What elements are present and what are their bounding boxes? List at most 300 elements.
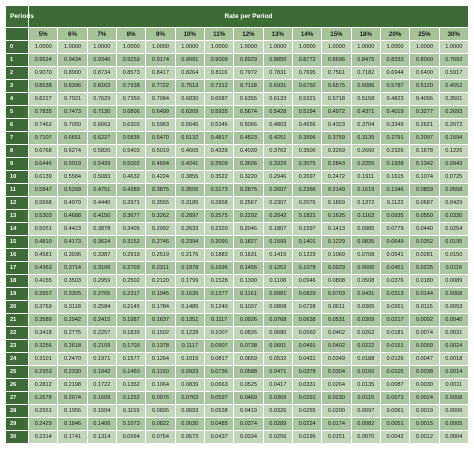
factor-cell: 0.3503 <box>58 275 87 288</box>
factor-cell: 0.0030 <box>410 379 439 392</box>
factor-cell: 0.2429 <box>29 418 58 431</box>
factor-cell: 0.0289 <box>263 418 292 431</box>
period-cell: 18 <box>6 275 29 288</box>
factor-cell: 0.5847 <box>29 184 58 197</box>
factor-cell: 0.0092 <box>410 314 439 327</box>
factor-cell: 0.1869 <box>322 197 351 210</box>
factor-cell: 0.6830 <box>175 93 204 106</box>
factor-cell: 0.0082 <box>351 418 380 431</box>
factor-cell: 0.0053 <box>439 301 468 314</box>
factor-cell: 0.2875 <box>234 184 263 197</box>
factor-cell: 0.8333 <box>380 54 409 67</box>
factor-cell: 0.6400 <box>410 67 439 80</box>
table-row <box>6 431 469 444</box>
period-cell: 5 <box>6 106 29 119</box>
factor-cell: 0.1594 <box>439 132 468 145</box>
table-row <box>6 41 469 54</box>
factor-cell: 0.2076 <box>292 197 321 210</box>
period-cell: 21 <box>6 314 29 327</box>
factor-cell: 0.0895 <box>146 405 175 418</box>
factor-cell: 0.0181 <box>380 327 409 340</box>
factor-cell: 0.1252 <box>263 262 292 275</box>
factor-cell: 0.0304 <box>322 366 351 379</box>
factor-cell: 0.0330 <box>439 210 468 223</box>
factor-cell: 0.4339 <box>204 145 233 158</box>
factor-cell: 0.5346 <box>204 119 233 132</box>
factor-cell: 0.1401 <box>292 236 321 249</box>
factor-cell: 0.1037 <box>234 301 263 314</box>
factor-cell: 0.0573 <box>175 431 204 444</box>
factor-cell: 0.3677 <box>116 210 145 223</box>
period-cell: 15 <box>6 236 29 249</box>
table-row <box>6 80 469 93</box>
factor-cell: 0.8900 <box>58 67 87 80</box>
factor-cell: 0.7350 <box>116 93 145 106</box>
factor-cell: 0.4604 <box>146 158 175 171</box>
period-cell: 19 <box>6 288 29 301</box>
factor-cell: 0.8734 <box>87 67 116 80</box>
factor-cell: 0.2307 <box>263 197 292 210</box>
factor-cell: 0.0180 <box>410 275 439 288</box>
factor-cell: 0.0754 <box>146 431 175 444</box>
factor-cell: 0.0116 <box>439 262 468 275</box>
period-cell: 3 <box>6 80 29 93</box>
factor-cell: 0.3269 <box>322 145 351 158</box>
table-row <box>6 54 469 67</box>
factor-cell: 0.1264 <box>146 353 175 366</box>
factor-cell: 0.1911 <box>351 171 380 184</box>
factor-cell: 0.2775 <box>58 327 87 340</box>
factor-cell: 0.1625 <box>322 210 351 223</box>
factor-cell: 0.0230 <box>322 392 351 405</box>
factor-cell: 0.2255 <box>351 158 380 171</box>
factor-cell: 0.6575 <box>322 80 351 93</box>
factor-cell: 0.2097 <box>410 132 439 145</box>
table-row <box>6 288 469 301</box>
factor-cell: 0.0431 <box>292 353 321 366</box>
factor-cell: 0.0256 <box>263 431 292 444</box>
factor-cell: 0.9009 <box>204 54 233 67</box>
factor-cell: 0.0907 <box>204 340 233 353</box>
factor-cell: 0.0822 <box>146 418 175 431</box>
factor-cell: 0.2584 <box>87 301 116 314</box>
factor-cell: 0.1122 <box>380 197 409 210</box>
factor-cell: 0.1799 <box>175 275 204 288</box>
factor-cell: 1.0000 <box>322 41 351 54</box>
factor-cell: 0.1842 <box>87 366 116 379</box>
factor-cell: 0.0531 <box>322 314 351 327</box>
factor-cell: 0.0491 <box>292 340 321 353</box>
factor-cell: 0.0200 <box>322 405 351 418</box>
factor-cell: 1.0000 <box>29 41 58 54</box>
factor-cell: 0.5158 <box>351 93 380 106</box>
factor-cell: 0.7182 <box>351 67 380 80</box>
factor-cell: 0.1486 <box>175 301 204 314</box>
factor-cell: 0.0151 <box>380 340 409 353</box>
factor-cell: 0.5019 <box>146 145 175 158</box>
factor-cell: 0.0160 <box>351 366 380 379</box>
factor-cell: 0.0630 <box>175 418 204 431</box>
factor-cell: 0.2326 <box>380 145 409 158</box>
present-value-table <box>5 5 469 444</box>
factor-cell: 0.0868 <box>263 301 292 314</box>
factor-cell: 0.0174 <box>322 418 351 431</box>
factor-cell: 0.0935 <box>380 210 409 223</box>
factor-cell: 0.1987 <box>116 314 145 327</box>
factor-cell: 0.5921 <box>292 93 321 106</box>
factor-cell: 0.1456 <box>234 262 263 275</box>
factor-cell: 0.0471 <box>263 366 292 379</box>
factor-cell: 0.0826 <box>234 327 263 340</box>
factor-cell: 0.6663 <box>87 119 116 132</box>
factor-cell: 0.5835 <box>116 132 145 145</box>
factor-cell: 0.0365 <box>351 301 380 314</box>
table-row <box>6 197 469 210</box>
period-cell: 29 <box>6 418 29 431</box>
factor-cell: 0.0943 <box>439 158 468 171</box>
period-cell: 30 <box>6 431 29 444</box>
factor-cell: 0.1741 <box>58 431 87 444</box>
factor-cell: 0.5303 <box>29 210 58 223</box>
factor-cell: 0.7722 <box>146 80 175 93</box>
factor-cell: 0.2946 <box>263 171 292 184</box>
factor-cell: 0.2992 <box>146 223 175 236</box>
factor-cell: 0.5083 <box>87 171 116 184</box>
factor-cell: 0.6139 <box>29 171 58 184</box>
factor-cell: 0.6499 <box>146 106 175 119</box>
factor-cell: 0.0763 <box>175 392 204 405</box>
factor-cell: 0.1161 <box>234 288 263 301</box>
rate-column-header: 7% <box>87 28 116 41</box>
factor-cell: 0.3909 <box>204 158 233 171</box>
table-row <box>6 67 469 80</box>
factor-cell: 0.5935 <box>204 106 233 119</box>
factor-cell: 0.0738 <box>234 340 263 353</box>
factor-cell: 0.4810 <box>29 236 58 249</box>
factor-cell: 0.4803 <box>263 119 292 132</box>
factor-cell: 0.6944 <box>380 67 409 80</box>
factor-cell: 0.0649 <box>380 236 409 249</box>
factor-cell: 0.1300 <box>234 275 263 288</box>
factor-cell: 0.2109 <box>87 340 116 353</box>
factor-cell: 0.3329 <box>263 158 292 171</box>
factor-cell: 0.6355 <box>234 93 263 106</box>
factor-cell: 0.3759 <box>322 132 351 145</box>
factor-cell: 0.1377 <box>204 288 233 301</box>
rate-column-header: 20% <box>380 28 409 41</box>
period-cell: 14 <box>6 223 29 236</box>
factor-cell: 0.2703 <box>116 262 145 275</box>
factor-cell: 0.5820 <box>87 145 116 158</box>
factor-cell: 0.5002 <box>116 158 145 171</box>
factor-cell: 0.0638 <box>292 314 321 327</box>
factor-cell: 0.2149 <box>322 184 351 197</box>
factor-cell: 0.2618 <box>58 340 87 353</box>
table-row <box>6 366 469 379</box>
factor-cell: 0.1599 <box>263 236 292 249</box>
table-row <box>6 119 469 132</box>
factor-cell: 0.8163 <box>87 80 116 93</box>
factor-cell: 0.4581 <box>29 249 58 262</box>
factor-cell: 0.1635 <box>175 288 204 301</box>
factor-cell: 0.2394 <box>175 236 204 249</box>
factor-cell: 0.0926 <box>234 314 263 327</box>
factor-cell: 0.0225 <box>410 262 439 275</box>
table-row <box>6 132 469 145</box>
factor-cell: 1.0000 <box>234 41 263 54</box>
factor-cell: 0.5470 <box>146 132 175 145</box>
table-row <box>6 392 469 405</box>
period-cell: 10 <box>6 171 29 184</box>
factor-cell: 0.0550 <box>410 210 439 223</box>
table-row <box>6 223 469 236</box>
factor-cell: 0.3387 <box>87 249 116 262</box>
factor-cell: 0.4155 <box>29 275 58 288</box>
factor-cell: 0.4289 <box>116 184 145 197</box>
factor-cell: 0.0981 <box>263 288 292 301</box>
factor-cell: 0.3878 <box>87 223 116 236</box>
factor-cell: 0.1078 <box>292 262 321 275</box>
factor-cell: 0.4241 <box>175 158 204 171</box>
rate-per-period-header: Rate per Period <box>29 6 469 28</box>
factor-cell: 0.3996 <box>292 132 321 145</box>
factor-cell: 0.0508 <box>351 275 380 288</box>
factor-cell: 0.0541 <box>380 249 409 262</box>
factor-cell: 0.2812 <box>29 379 58 392</box>
factor-cell: 0.0042 <box>380 431 409 444</box>
factor-cell: 0.3762 <box>263 145 292 158</box>
factor-cell: 0.8417 <box>146 67 175 80</box>
factor-cell: 0.2120 <box>146 275 175 288</box>
factor-cell: 0.0929 <box>322 262 351 275</box>
factor-cell: 0.5674 <box>234 106 263 119</box>
table-row <box>6 236 469 249</box>
factor-cell: 0.6750 <box>292 80 321 93</box>
factor-cell: 0.2660 <box>351 145 380 158</box>
factor-cell: 0.5787 <box>380 80 409 93</box>
factor-cell: 0.2897 <box>175 210 204 223</box>
factor-cell: 0.3971 <box>116 197 145 210</box>
factor-cell: 0.2470 <box>58 353 87 366</box>
factor-cell: 0.1846 <box>58 418 87 431</box>
factor-cell: 0.6768 <box>29 145 58 158</box>
factor-cell: 0.1413 <box>322 223 351 236</box>
factor-cell: 0.0736 <box>204 366 233 379</box>
factor-cell: 0.0012 <box>410 431 439 444</box>
factor-cell: 0.2621 <box>410 119 439 132</box>
table-row <box>6 405 469 418</box>
factor-cell: 0.3505 <box>175 184 204 197</box>
factor-cell: 0.1240 <box>204 301 233 314</box>
factor-cell: 0.0115 <box>351 392 380 405</box>
factor-cell: 0.3186 <box>175 197 204 210</box>
factor-cell: 0.4323 <box>322 119 351 132</box>
factor-cell: 0.7835 <box>29 106 58 119</box>
factor-cell: 0.0687 <box>410 197 439 210</box>
factor-cell: 0.4019 <box>380 106 409 119</box>
factor-cell: 0.8396 <box>58 80 87 93</box>
factor-cell: 0.0087 <box>380 379 409 392</box>
factor-cell: 0.1163 <box>351 210 380 223</box>
factor-cell: 0.0829 <box>292 288 321 301</box>
factor-cell: 0.0923 <box>175 366 204 379</box>
factor-cell: 0.2074 <box>58 392 87 405</box>
factor-cell: 0.0222 <box>351 340 380 353</box>
factor-cell: 0.1821 <box>292 210 321 223</box>
factor-cell: 0.2745 <box>146 236 175 249</box>
factor-cell: 0.4224 <box>146 171 175 184</box>
factor-cell: 1.0000 <box>58 41 87 54</box>
factor-cell: 0.1615 <box>380 171 409 184</box>
factor-cell: 0.1074 <box>410 171 439 184</box>
factor-cell: 0.2042 <box>263 210 292 223</box>
factor-cell: 0.4817 <box>204 132 233 145</box>
factor-cell: 0.0659 <box>234 353 263 366</box>
table-row <box>6 210 469 223</box>
factor-cell: 0.5919 <box>58 158 87 171</box>
factor-cell: 0.1678 <box>410 145 439 158</box>
factor-cell: 0.6651 <box>58 132 87 145</box>
factor-cell: 0.0115 <box>410 301 439 314</box>
period-cell: 24 <box>6 353 29 366</box>
table-row <box>6 249 469 262</box>
table-row <box>6 158 469 171</box>
factor-cell: 0.0946 <box>292 275 321 288</box>
period-cell: 0 <box>6 41 29 54</box>
factor-cell: 0.3589 <box>29 314 58 327</box>
factor-cell: 0.0011 <box>439 379 468 392</box>
factor-cell: 0.0588 <box>234 366 263 379</box>
rate-column-header: 13% <box>263 28 292 41</box>
factor-cell: 0.5051 <box>29 223 58 236</box>
factor-cell: 0.6133 <box>263 93 292 106</box>
factor-cell: 1.0000 <box>204 41 233 54</box>
factor-cell: 0.1883 <box>204 249 233 262</box>
factor-cell: 0.7692 <box>439 54 468 67</box>
factor-cell: 0.0349 <box>322 353 351 366</box>
factor-cell: 0.2575 <box>204 210 233 223</box>
period-cell: 7 <box>6 132 29 145</box>
factor-cell: 0.2292 <box>234 210 263 223</box>
factor-cell: 0.2046 <box>234 223 263 236</box>
factor-cell: 0.1229 <box>322 236 351 249</box>
factor-cell: 0.2765 <box>87 288 116 301</box>
factor-cell: 0.1956 <box>58 405 87 418</box>
factor-cell: 0.0431 <box>351 288 380 301</box>
factor-cell: 0.3118 <box>58 301 87 314</box>
factor-cell: 0.0217 <box>380 314 409 327</box>
factor-cell: 0.0254 <box>439 223 468 236</box>
factor-cell: 0.0073 <box>380 392 409 405</box>
factor-cell: 0.2942 <box>58 314 87 327</box>
factor-cell: 0.7513 <box>175 80 204 93</box>
factor-cell: 0.7107 <box>29 132 58 145</box>
factor-cell: 0.2366 <box>292 184 321 197</box>
factor-cell: 0.8475 <box>351 54 380 67</box>
period-cell: 6 <box>6 119 29 132</box>
factor-cell: 0.3173 <box>204 184 233 197</box>
factor-cell: 0.0291 <box>292 392 321 405</box>
factor-cell: 0.0089 <box>439 275 468 288</box>
factor-cell: 0.0126 <box>380 353 409 366</box>
factor-cell: 0.0376 <box>380 275 409 288</box>
factor-cell: 0.2320 <box>204 223 233 236</box>
factor-cell: 0.2314 <box>29 431 58 444</box>
factor-cell: 0.0703 <box>322 288 351 301</box>
factor-cell: 0.1108 <box>263 275 292 288</box>
factor-cell: 0.0419 <box>234 405 263 418</box>
factor-cell: 0.2472 <box>322 171 351 184</box>
factor-cell: 0.0004 <box>439 431 468 444</box>
factor-cell: 0.0074 <box>410 327 439 340</box>
factor-cell: 0.1372 <box>351 197 380 210</box>
factor-cell: 0.6806 <box>116 106 145 119</box>
factor-cell: 0.0309 <box>351 314 380 327</box>
factor-cell: 0.5963 <box>146 119 175 132</box>
factor-cell: 0.3305 <box>58 288 87 301</box>
factor-cell: 0.1722 <box>87 379 116 392</box>
period-cell: 2 <box>6 67 29 80</box>
factor-cell: 0.1978 <box>175 262 204 275</box>
factor-cell: 1.0000 <box>351 41 380 54</box>
factor-cell: 1.0000 <box>263 41 292 54</box>
factor-cell: 0.0097 <box>351 405 380 418</box>
factor-cell: 0.2311 <box>146 262 175 275</box>
factor-cell: 0.5428 <box>263 106 292 119</box>
factor-cell: 1.0000 <box>292 41 321 54</box>
factor-cell: 0.3405 <box>116 223 145 236</box>
factor-cell: 0.1827 <box>234 236 263 249</box>
factor-cell: 0.1117 <box>204 314 233 327</box>
factor-cell: 0.0817 <box>204 353 233 366</box>
factor-cell: 0.0224 <box>292 418 321 431</box>
factor-cell: 0.2145 <box>116 301 145 314</box>
factor-cell: 0.8850 <box>263 54 292 67</box>
factor-cell: 0.9259 <box>116 54 145 67</box>
rate-column-header: 9% <box>146 28 175 41</box>
period-cell: 8 <box>6 145 29 158</box>
factor-cell: 0.6227 <box>87 132 116 145</box>
factor-cell: 0.0417 <box>263 379 292 392</box>
period-cell: 22 <box>6 327 29 340</box>
factor-cell: 0.1971 <box>87 353 116 366</box>
factor-cell: 0.0070 <box>351 431 380 444</box>
factor-cell: 0.0051 <box>380 418 409 431</box>
factor-cell: 0.9091 <box>175 54 204 67</box>
factor-cell: 0.0538 <box>204 405 233 418</box>
factor-cell: 0.3166 <box>87 262 116 275</box>
factor-cell: 0.3075 <box>292 158 321 171</box>
factor-cell: 0.0334 <box>234 431 263 444</box>
factor-cell: 0.0525 <box>234 379 263 392</box>
factor-cell: 0.0985 <box>351 223 380 236</box>
factor-cell: 0.0378 <box>292 366 321 379</box>
factor-cell: 0.1069 <box>322 249 351 262</box>
factor-cell: 0.0255 <box>292 405 321 418</box>
factor-cell: 0.7938 <box>116 80 145 93</box>
factor-cell: 0.7130 <box>87 106 116 119</box>
factor-cell: 0.2198 <box>58 379 87 392</box>
factor-cell: 0.1609 <box>87 392 116 405</box>
factor-cell: 0.9346 <box>87 54 116 67</box>
factor-cell: 0.0024 <box>439 340 468 353</box>
table-row <box>6 314 469 327</box>
factor-cell: 0.0188 <box>351 353 380 366</box>
table-row <box>6 106 469 119</box>
rate-column-header: 30% <box>439 28 468 41</box>
factor-cell: 0.5718 <box>322 93 351 106</box>
factor-cell: 0.0195 <box>439 236 468 249</box>
